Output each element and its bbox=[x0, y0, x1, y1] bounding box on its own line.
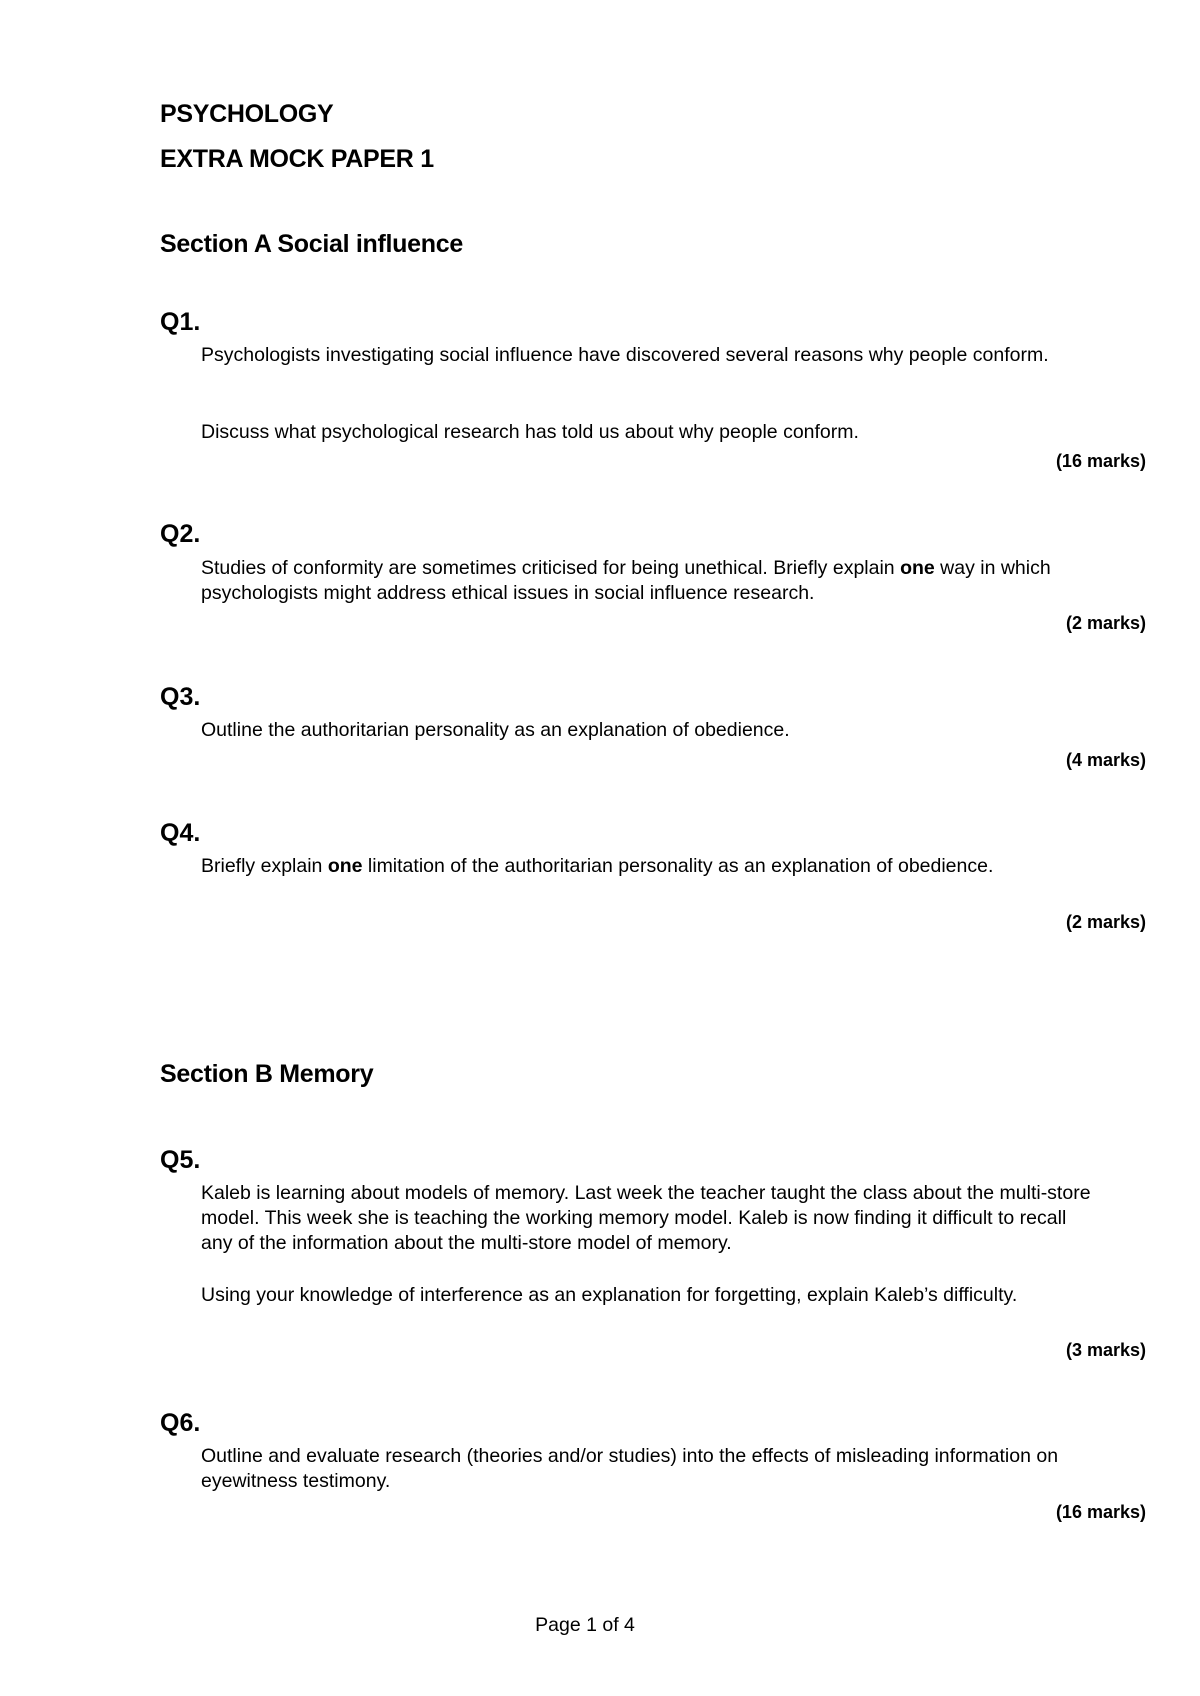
section-b-title: Section B Memory bbox=[160, 1060, 374, 1088]
marks-q4: (2 marks) bbox=[1065, 912, 1146, 932]
emphasis-one: one bbox=[900, 557, 935, 579]
question-text-q1: Psychologists investigating social influence have discovered several reasons why people conform. bbox=[201, 344, 1049, 366]
question-instruction-q1: Discuss what psychological research has told us about why people conform. bbox=[201, 421, 859, 443]
question-text-q5: Kaleb is learning about models of memory. Last week the teacher taught the class about the multi-store model. This week she is teaching the working memory model. Kaleb is now finding it difficult to recall any of the information about the multi-store model of memory. bbox=[201, 1182, 1091, 1254]
marks-q3: (4 marks) bbox=[1065, 750, 1146, 770]
question-label-q2: Q2. bbox=[160, 520, 201, 548]
question-text-q3: Outline the authoritarian personality as an explanation of obedience. bbox=[201, 719, 790, 741]
question-text-q2: Studies of conformity are sometimes criticised for being unethical. Briefly explain one way in which psychologists might address ethical issues in social influence research. bbox=[201, 557, 1051, 604]
page-number: Page 1 of 4 bbox=[535, 1614, 635, 1636]
question-instruction-q5: Using your knowledge of interference as an explanation for forgetting, explain Kaleb’s difficulty. bbox=[201, 1284, 1018, 1306]
question-label-q1: Q1. bbox=[160, 308, 201, 336]
marks-q1: (16 marks) bbox=[1055, 451, 1146, 471]
question-label-q6: Q6. bbox=[160, 1409, 201, 1437]
question-label-q3: Q3. bbox=[160, 683, 201, 711]
subject-title: PSYCHOLOGY bbox=[160, 100, 334, 128]
section-a-title: Section A Social influence bbox=[160, 230, 463, 258]
question-text-q4: Briefly explain one limitation of the authoritarian personality as an explanation of obedience. bbox=[201, 855, 994, 877]
marks-q5: (3 marks) bbox=[1065, 1340, 1146, 1360]
paper-title: EXTRA MOCK PAPER 1 bbox=[160, 145, 434, 173]
question-text-q6: Outline and evaluate research (theories and/or studies) into the effects of misleading information on eyewitness testimony. bbox=[201, 1445, 1059, 1492]
marks-q2: (2 marks) bbox=[1065, 613, 1146, 633]
emphasis-one: one bbox=[327, 855, 363, 877]
marks-q6: (16 marks) bbox=[1055, 1502, 1146, 1522]
question-label-q4: Q4. bbox=[160, 819, 201, 847]
question-label-q5: Q5. bbox=[160, 1146, 201, 1174]
